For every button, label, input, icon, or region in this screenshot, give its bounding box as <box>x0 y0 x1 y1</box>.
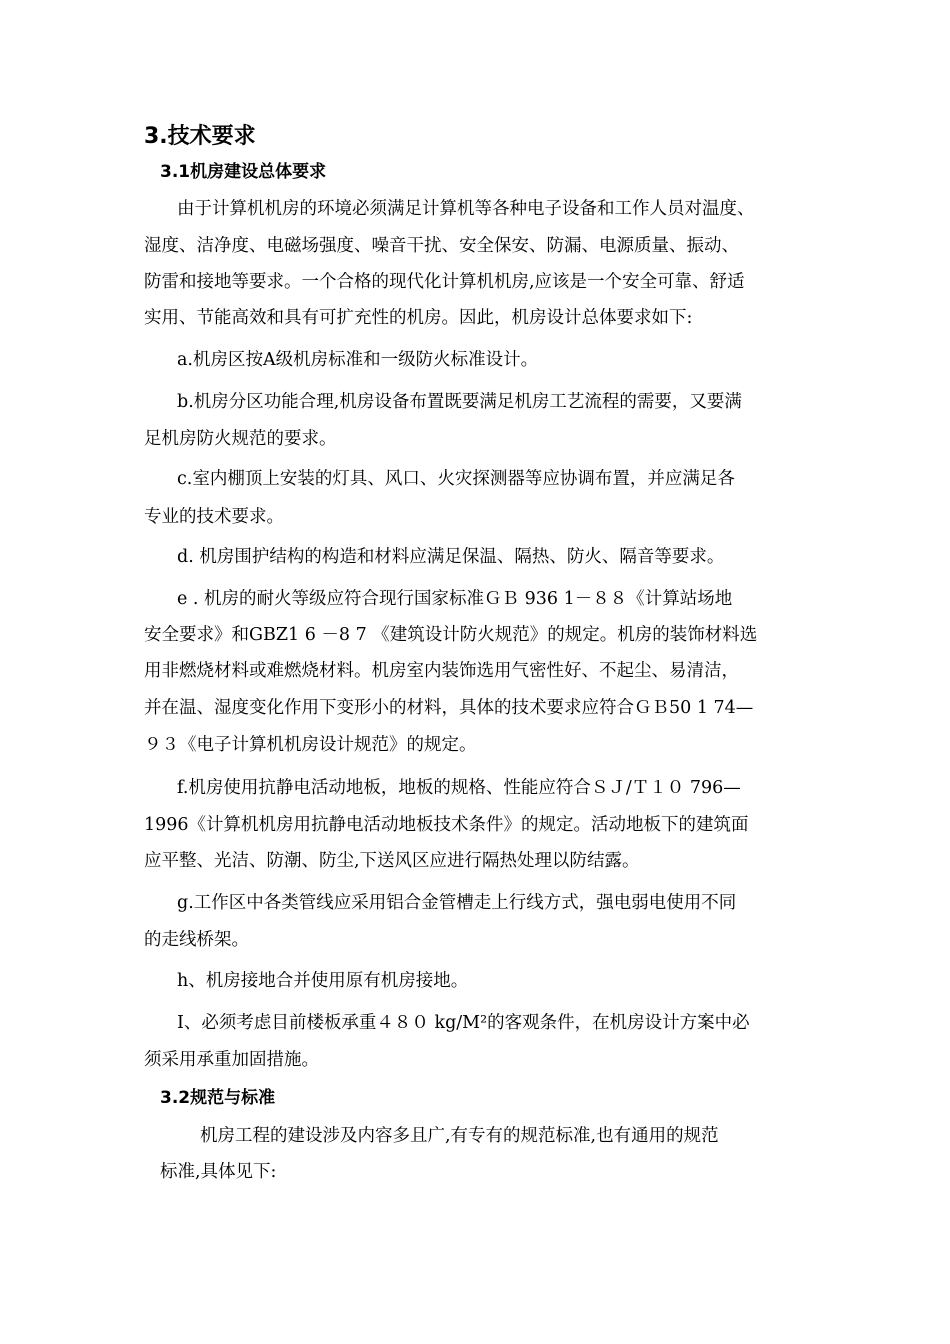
body-text-line: c.室内棚顶上安装的灯具、风口、火灾探测器等应协调布置，并应满足各 <box>177 469 735 489</box>
document-heading: 3.技术要求 <box>144 124 256 149</box>
body-text-line: 应平整、光洁、防潮、防尘,下送风区应进行隔热处理以防结露。 <box>144 851 640 871</box>
body-text-line: I、必须考虑目前楼板承重４８０ kg/M²的客观条件，在机房设计方案中必 <box>177 1013 750 1033</box>
body-text-line: 实用、节能高效和具有可扩充性的机房。因此，机房设计总体要求如下: <box>144 308 693 328</box>
body-text-line: b.机房分区功能合理,机房设备布置既要满足机房工艺流程的需要，又要满 <box>177 392 742 412</box>
body-text-line: 用非燃烧材料或难燃烧材料。机房室内装饰选用气密性好、不起尘、易清洁， <box>144 661 739 681</box>
body-text-line: 标准,具体见下: <box>160 1162 277 1182</box>
body-text-line: d. 机房围护结构的构造和材料应满足保温、隔热、防火、隔音等要求。 <box>177 547 725 567</box>
body-text-line: 湿度、洁净度、电磁场强度、噪音干扰、安全保安、防漏、电源质量、振动、 <box>144 236 739 256</box>
body-text-line: ９３《电子计算机机房设计规范》的规定。 <box>144 735 477 755</box>
body-text-line: e . 机房的耐火等级应符合现行国家标准ＧＢ 936 1－８８《计算站场地 <box>177 589 733 609</box>
body-text-line: 机房工程的建设涉及内容多且广,有专有的规范标准,也有通用的规范 <box>200 1126 719 1146</box>
body-text-line: 1996《计算机机房用抗静电活动地板技术条件》的规定。活动地板下的建筑面 <box>144 815 749 835</box>
body-text-line: a.机房区按A级机房标准和一级防火标准设计。 <box>177 350 539 370</box>
body-text-line: 安全要求》和GBZ1 6 －8 7 《建筑设计防火规范》的规定。机房的装饰材料选 <box>144 625 758 645</box>
section-title: 3.2规范与标准 <box>160 1088 276 1108</box>
section-title: 3.1机房建设总体要求 <box>160 162 327 182</box>
body-text-line: 并在温、湿度变化作用下变形小的材料，具体的技术要求应符合ＧＢ50 1 74— <box>144 698 754 718</box>
body-text-line: 的走线桥架。 <box>144 930 249 950</box>
body-text-line: 防雷和接地等要求。一个合格的现代化计算机机房,应该是一个安全可靠、舒适 <box>144 272 745 292</box>
body-text-line: f.机房使用抗静电活动地板，地板的规格、性能应符合ＳＪ/Ｔ１０ 796— <box>177 778 741 798</box>
body-text-line: g.工作区中各类管线应采用铝合金管槽走上行线方式，强电弱电使用不同 <box>177 893 737 913</box>
body-text-line: 足机房防火规范的要求。 <box>144 429 337 449</box>
body-text-line: 由于计算机机房的环境必须满足计算机等各种电子设备和工作人员对温度、 <box>177 199 755 219</box>
body-text-line: h、机房接地合并使用原有机房接地。 <box>177 971 469 991</box>
body-text-line: 须采用承重加固措施。 <box>144 1050 319 1070</box>
body-text-line: 专业的技术要求。 <box>144 507 284 527</box>
